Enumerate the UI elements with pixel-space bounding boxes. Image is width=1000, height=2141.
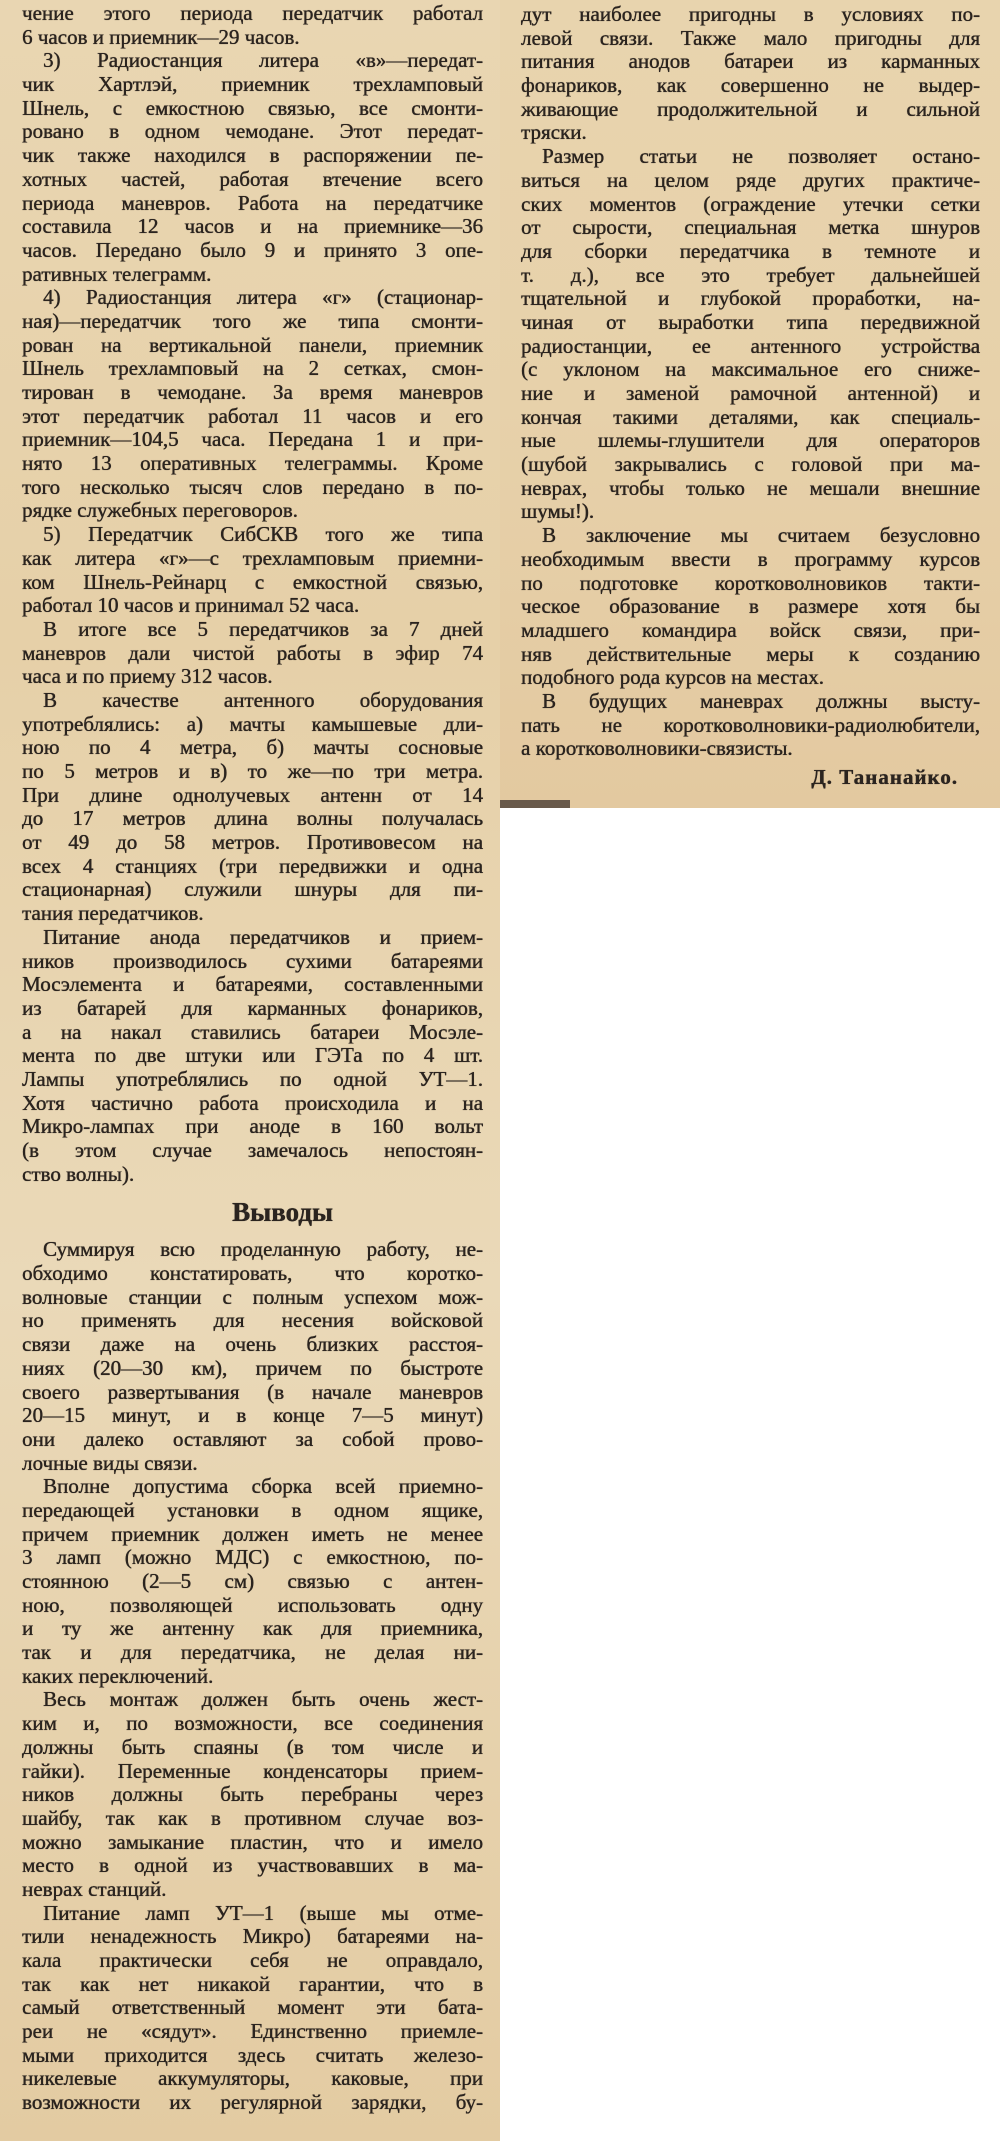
text-line: Размер статьи не позволяет остано- [542,144,980,169]
text-line: кала практически себя не оправдало, [22,1948,483,1972]
text-line: Суммируя всю проделанную работу, не- [43,1237,483,1262]
text-line: Вполне допустима сборка всей приемно- [43,1474,483,1499]
text-line: младшего командира войск связи, при- [521,617,980,642]
text-line: часов. Передано было 9 и принято 3 опе- [22,237,483,262]
text-line: 3 ламп (можно МДС) с емкостною, по- [22,1545,483,1570]
text-line: ная)—передатчик того же типа смонти- [22,308,483,333]
text-line: от сырости, специальная метка шнуров [521,215,980,240]
text-line: часа и по приему 312 часов. [22,664,273,689]
text-line: но применять для несения войсковой [22,1308,483,1333]
text-line: неврах, чтобы только не мешали внешние [521,475,980,500]
paragraph [22,1902,483,2115]
text-line: тщательной и глубокой проработки, на- [521,286,980,311]
text-line: составила 12 часов и на приемнике—36 [22,214,483,239]
text-line: ство волны). [22,1161,135,1186]
text-line: 20—15 минут, и в конце 7—5 минут) [22,1403,483,1428]
text-line: как литера «г»—с трехламповым приемни- [22,545,483,570]
text-line: тряски. [521,120,587,145]
text-line: из батарей для карманных фонариков, [22,995,483,1020]
text-line: можно замыкание пластин, что и имело [22,1829,483,1854]
text-line: живающие продолжительной и сильной [521,96,980,121]
text-line: фонариков, как совершенно не выдер- [521,73,980,98]
text-line: ком Шнель-Рейнарц с емкостной связью, [22,569,483,594]
text-line: левой связи. Также мало пригодны для [521,25,980,50]
text-line: При длине однолучевых антенн от 14 [22,782,483,807]
text-line: употреблялись: а) мачты камышевые дли- [22,711,483,736]
text-line: ние и заменой рамочной антенной) и [521,381,980,405]
text-line: передающей установки в одном ящике, [22,1497,483,1522]
text-line: т. д.), все это требует дальнейшей [521,262,980,287]
text-line: этот передатчик работал 11 часов и его [22,403,483,428]
text-line: рован на вертикальной панели, приемник [22,332,483,357]
text-line: Весь монтаж должен быть очень жест- [43,1687,483,1712]
paragraph [521,690,980,761]
paragraph [22,1688,483,1901]
left-column-body-part-1 [22,2,483,1186]
text-line: самый ответственный момент эти бата- [22,1995,483,2020]
text-line: Шнель, с емкостною связью, все смонти- [22,95,483,120]
text-line: ческое образование в размере хотя бы [521,594,980,619]
text-line: ные шлемы-глушители для операторов [521,428,980,453]
text-line: мыми приходится здесь считать железо- [22,2042,483,2067]
text-line: тили ненадежность Микро) батареями на- [22,1924,483,1949]
text-line: никелевые аккумуляторы, каковые, при [22,2066,483,2091]
text-line: так и для передатчика, не делая ни- [22,1640,483,1665]
article-left-column [22,2,483,2115]
text-line: ниях (20—30 км), причем по быстроте [22,1355,483,1380]
text-line: Питание анода передатчиков и прием- [43,924,483,949]
paragraph [521,145,980,524]
text-line: гайки). Переменные конденсаторы прием- [22,1758,483,1783]
section-heading-conclusions: Выводы [232,1197,333,1228]
text-line: от 49 до 58 метров. Противовесом на [22,830,483,855]
text-line: дут наиболее пригодны в условиях по- [521,2,980,26]
text-line: должны быть спаяны (в том числе и [22,1734,483,1759]
text-line: тания передатчиков. [22,901,204,926]
text-line: рядке служебных переговоров. [22,498,298,523]
text-line: всех 4 станциях (три передвижки и одна [22,853,483,878]
text-line: Хотя частично работа происходила и на [22,1090,483,1115]
paragraph [22,689,483,926]
text-line: а коротковолновики-связисты. [521,736,793,761]
paragraph [22,49,483,286]
text-line: и ту же антенну как для приемника, [22,1616,483,1641]
text-line: ников производилось сухими батареями [22,948,483,973]
text-line: Питание ламп УТ—1 (выше мы отме- [43,1900,483,1925]
paragraph [22,1475,483,1688]
text-line: так как нет никакой гарантии, что в [22,1971,483,1996]
text-line: чик также находился в распоряжении пе- [22,143,483,168]
text-line: обходимо констатировать, что коротко- [22,1261,483,1286]
text-line: няв действительные меры к созданию [521,641,980,666]
text-line: Мосэлемента и батареями, составленными [22,972,483,997]
text-line: приемник—104,5 часа. Передана 1 и при- [22,427,483,452]
text-line: 6 часов и приемник—29 часов. [22,24,300,49]
text-line: ников должны быть перебраны через [22,1782,483,1807]
text-line: (с уклоном на максимальное его сниже- [521,357,980,382]
paragraph [22,286,483,523]
article-right-column [521,3,980,790]
text-line: необходимым ввести в программу курсов [521,546,980,571]
text-line: волновые станции с полным успехом мож- [22,1284,483,1309]
text-line: радиостанции, ее антенного устройства [521,333,980,358]
text-line: стационарная) служили шнуры для пи- [22,877,483,902]
text-line: мента по две штуки или ГЭТа по 4 шт. [22,1043,483,1068]
text-line: ровано в одном чемодане. Этот передат- [22,119,483,144]
right-column-body [521,3,980,761]
text-line: лочные виды связи. [22,1450,198,1475]
text-line: шумы!). [521,499,595,524]
text-line: маневров дали чистой работы в эфир 74 [22,640,483,665]
paragraph [22,523,483,618]
text-line: ною по 4 метра, б) мачты сосновые [22,735,483,760]
text-line: ною, позволяющей использовать одну [22,1592,483,1617]
text-line: Лампы употреблялись по одной УТ—1. [22,1066,483,1091]
text-line: периода маневров. Работа на передатчике [22,190,483,215]
text-line: своего развертывания (в начале маневров [22,1379,483,1404]
paragraph [521,524,980,690]
text-line: они далеко оставляют за собой прово- [22,1426,483,1451]
text-line: 4) Радиостанция литера «г» (стационар- [43,285,483,310]
text-line: пать не коротковолновики-радиолюбители, [521,712,980,737]
text-line: чиная от выработки типа передвижной [521,309,980,334]
paragraph [22,2,483,49]
text-line: а на накал ставились батареи Мосэле- [22,1019,483,1044]
text-line: ских моментов (ограждение утечки сетки [521,191,980,216]
text-line: В качестве антенного оборудования [43,687,483,712]
text-line: В итоге все 5 передатчиков за 7 дней [43,616,483,641]
text-line: тирован в чемодане. За время маневров [22,380,483,404]
text-line: по 5 метров и в) то же—по три метра. [22,759,483,783]
text-line: связи даже на очень близких расстоя- [22,1332,483,1357]
author-signature: Д. Тананайко. [811,765,958,789]
text-line: нято 13 оперативных телеграммы. Кроме [22,451,483,476]
paragraph [22,1238,483,1475]
text-line: возможности их регулярной зарядки, бу- [22,2090,483,2115]
text-line: Шнель трехламповый на 2 сетках, смон- [22,356,483,381]
text-line: чик Хартлэй, приемник трехламповый [22,72,483,97]
text-line: место в одной из участвовавших в ма- [22,1853,483,1878]
text-line: 3) Радиостанция литера «в»—передат- [43,48,483,73]
text-line: реи не «сядут». Единственно приемле- [22,2019,483,2044]
paragraph [22,618,483,689]
text-line: В заключение мы считаем безусловно [542,523,980,548]
text-line: хотных частей, работая втечение всего [22,166,483,191]
text-line: 5) Передатчик СибСКВ того же типа [43,522,483,547]
text-line: (в этом случае замечалось непостоян- [22,1138,483,1162]
text-line: питания анодов батареи из карманных [521,49,980,74]
print-smudge [500,800,570,808]
text-line: (шубой закрывались с головой при ма- [521,452,980,477]
left-column-body-part-2 [22,1238,483,2114]
text-line: виться на целом ряде других практиче- [521,167,980,192]
text-line: ким и, по возможности, все соединения [22,1711,483,1736]
text-line: для сборки передатчика в темноте и [521,238,980,263]
text-line: подобного рода курсов на местах. [521,665,824,690]
text-line: до 17 метров длина волны получалась [22,806,483,831]
text-line: В будущих маневрах должны высту- [542,688,980,713]
text-line: кончая такими деталями, как специаль- [521,404,980,429]
text-line: причем приемник должен иметь не менее [22,1521,483,1546]
text-line: по подготовке коротковолновиков такти- [521,570,980,595]
text-line: работал 10 часов и принимал 52 часа. [22,593,360,618]
text-line: ративных телеграмм. [22,261,212,286]
paragraph [22,926,483,1187]
text-line: того несколько тысяч слов передано в по- [22,474,483,499]
text-line: каких переключений. [22,1663,214,1688]
text-line: неврах станций. [22,1876,167,1901]
text-line: Микро-лампах при аноде в 160 вольт [22,1114,483,1139]
text-line: шайбу, так как в противном случае воз- [22,1805,483,1830]
paragraph [521,3,980,145]
text-line: чение этого периода передатчик работал [22,1,483,25]
text-line: стоянною (2—5 см) связью с антен- [22,1569,483,1593]
